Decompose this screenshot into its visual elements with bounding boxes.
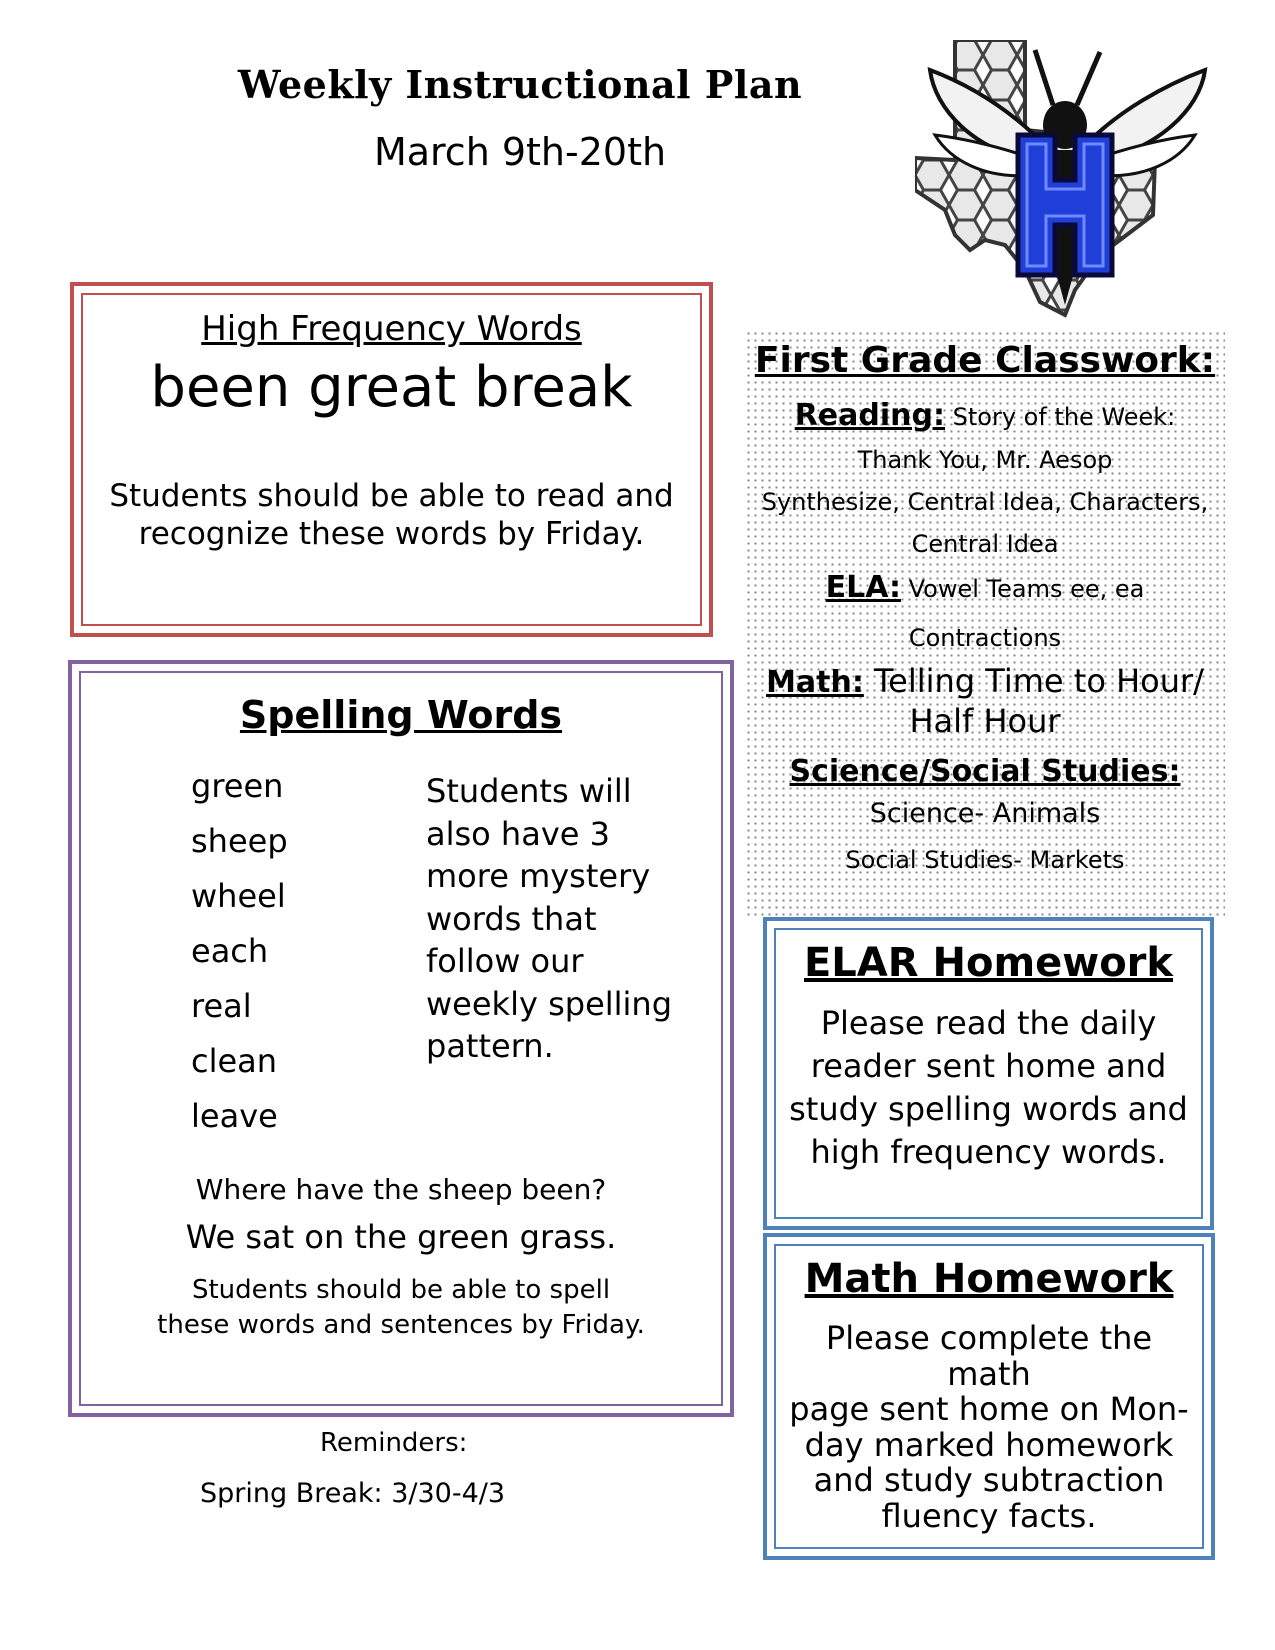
spelling-word: green xyxy=(191,767,284,805)
math-homework-line: fluency facts. xyxy=(881,1496,1097,1535)
mystery-words-note xyxy=(426,770,716,1068)
math-text-cont: Half Hour xyxy=(909,702,1061,740)
mystery-note-line: pattern. xyxy=(426,1027,554,1065)
elar-homework-body xyxy=(786,1002,1191,1174)
reading-story: Thank You, Mr. Aesop xyxy=(857,446,1113,474)
spelling-word-list xyxy=(191,766,288,1151)
dictation-sentence-2: We sat on the green grass. xyxy=(185,1218,617,1256)
date-range: March 9th-20th xyxy=(373,130,667,174)
reading-text: Story of the Week: xyxy=(952,403,1176,431)
science-row xyxy=(745,754,1225,789)
math-homework-line: day marked homework xyxy=(804,1425,1174,1464)
elar-homework-line: study spelling words and xyxy=(789,1090,1188,1128)
social-studies-topic: Social Studies- Markets xyxy=(845,846,1125,874)
high-frequency-note-line: Students should be able to read and xyxy=(109,478,674,514)
reading-skills-cont: Central Idea xyxy=(911,530,1059,558)
math-homework-body xyxy=(784,1321,1194,1534)
spelling-footer-line: Students should be able to spell xyxy=(191,1275,611,1305)
spelling-words-box xyxy=(68,660,734,1417)
elar-homework-box xyxy=(763,917,1214,1230)
mystery-note-line: follow our xyxy=(426,942,584,980)
math-homework-line: Please complete the math xyxy=(825,1319,1153,1393)
elar-homework-line: Please read the daily xyxy=(820,1004,1157,1042)
math-row xyxy=(745,660,1225,704)
ela-label: ELA: xyxy=(825,570,901,605)
mystery-note-line: more mystery xyxy=(426,857,651,895)
spelling-heading: Spelling Words xyxy=(239,693,563,737)
classwork-panel xyxy=(745,330,1225,920)
spelling-word: leave xyxy=(191,1097,278,1135)
classwork-heading: First Grade Classwork: xyxy=(754,340,1216,381)
science-topic: Science- Animals xyxy=(869,798,1101,829)
math-homework-heading: Math Homework xyxy=(804,1256,1174,1302)
ela-contractions: Contractions xyxy=(908,624,1062,652)
elar-homework-line: reader sent home and xyxy=(810,1047,1167,1085)
spelling-word: wheel xyxy=(191,877,286,915)
reading-label: Reading: xyxy=(794,398,945,433)
high-frequency-note xyxy=(103,477,680,553)
spelling-footer-note xyxy=(141,1273,661,1343)
spelling-word: real xyxy=(191,987,252,1025)
reminder-item: Spring Break: 3/30-4/3 xyxy=(200,1478,506,1509)
mystery-note-line: weekly spelling xyxy=(426,984,673,1023)
high-frequency-word-list: been great break xyxy=(150,355,633,420)
ela-row xyxy=(745,570,1225,605)
spelling-word: each xyxy=(191,932,269,970)
elar-homework-line: high frequency words. xyxy=(810,1133,1167,1171)
math-homework-line: and study subtraction xyxy=(813,1461,1165,1499)
math-text: Telling Time to Hour/ xyxy=(874,662,1204,700)
math-label: Math: xyxy=(766,665,864,700)
reminders-label: Reminders: xyxy=(320,1428,468,1458)
mystery-note-line: also have 3 xyxy=(426,814,610,853)
math-homework-line: page sent home on Mon- xyxy=(789,1390,1189,1428)
mystery-note-line: words that xyxy=(426,899,597,938)
spelling-footer-line: these words and sentences by Friday. xyxy=(157,1310,645,1340)
spelling-word: clean xyxy=(191,1042,278,1080)
spelling-word: sheep xyxy=(191,822,288,860)
reading-skills: Synthesize, Central Idea, Characters, xyxy=(761,488,1209,516)
mystery-note-line: Students will xyxy=(426,772,632,810)
science-label: Science/Social Studies: xyxy=(789,754,1181,789)
hornet-logo-icon xyxy=(915,40,1215,320)
page-title: Weekly Instructional Plan xyxy=(237,62,803,107)
high-frequency-note-line: recognize these words by Friday. xyxy=(138,516,645,552)
high-frequency-words-box xyxy=(70,282,713,637)
high-frequency-heading: High Frequency Words xyxy=(201,309,582,349)
reading-row xyxy=(745,398,1225,433)
ela-text: Vowel Teams ee, ea xyxy=(908,575,1145,603)
math-homework-box xyxy=(763,1233,1215,1560)
dictation-sentence-1: Where have the sheep been? xyxy=(195,1173,607,1206)
elar-homework-heading: ELAR Homework xyxy=(803,940,1174,986)
